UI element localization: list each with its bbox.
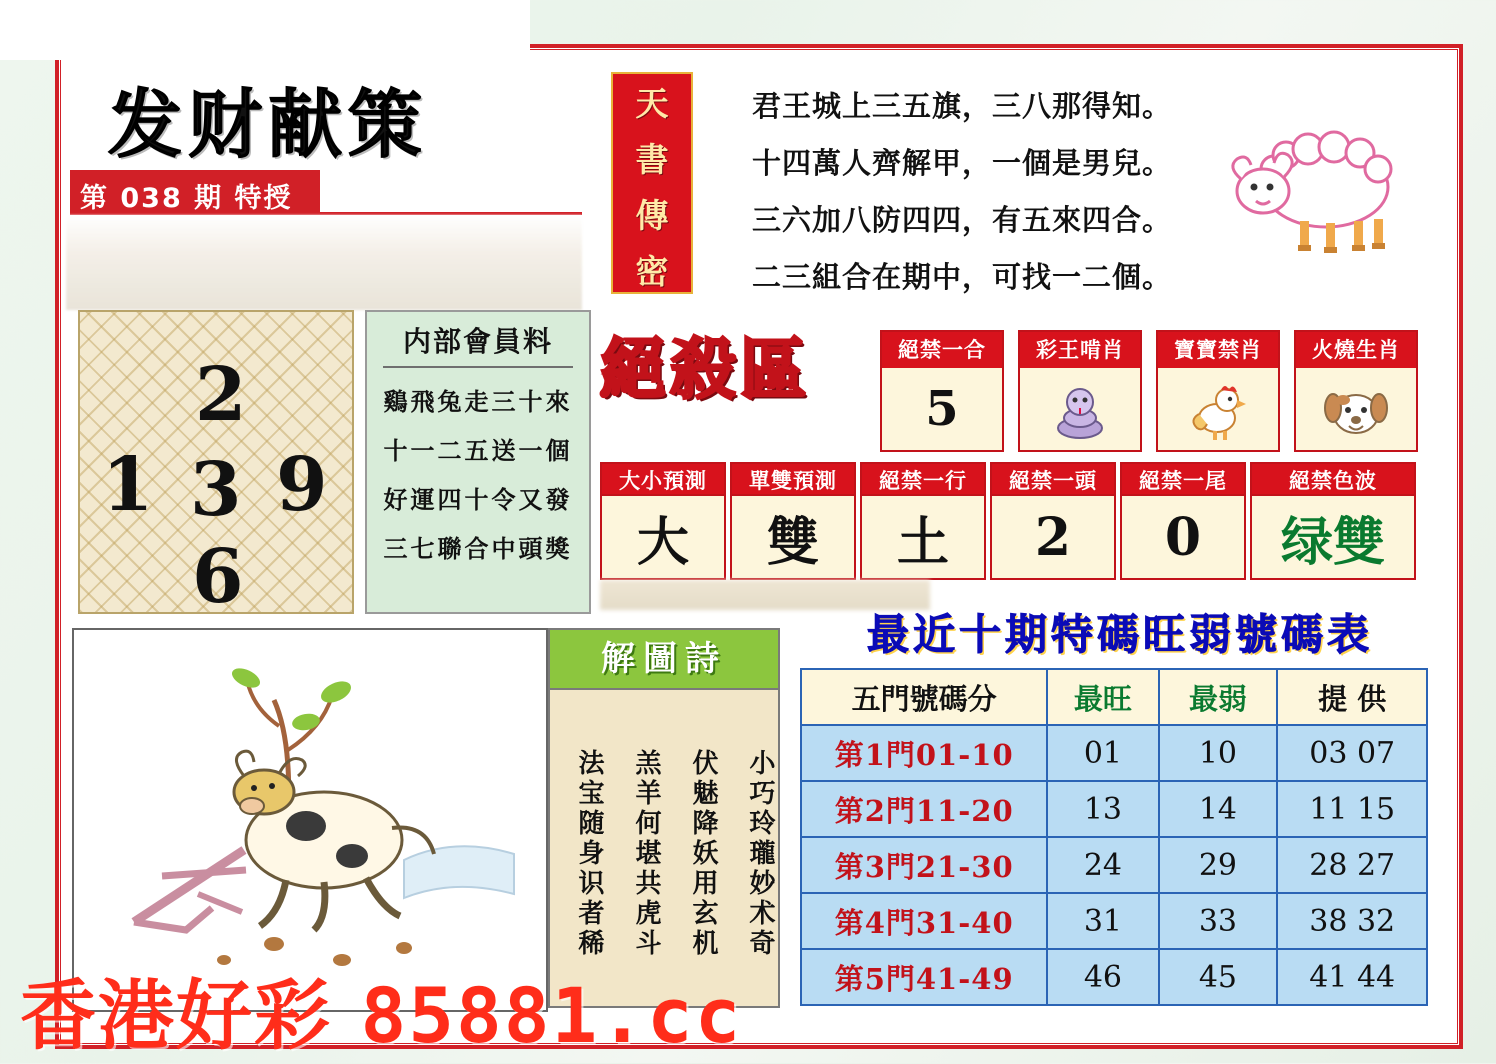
prediction-1-header: 大小預測: [600, 462, 726, 496]
member-box-title: 内部會員料: [383, 320, 574, 368]
sheep-icon: [1208, 125, 1413, 265]
row-5-cold: 45: [1159, 949, 1278, 1005]
row-2-group: 第2門11-20: [801, 781, 1047, 837]
prediction-4-header: 絕禁一頭: [990, 462, 1116, 496]
table-title: 最近十期特碼旺弱號碼表: [866, 610, 1373, 659]
picture-poem-box: [548, 628, 780, 1008]
header-white-band: [0, 0, 530, 60]
row-4-provide: 38 32: [1277, 893, 1427, 949]
prediction-6-header: 絕禁色波: [1250, 462, 1416, 496]
row-4-hot: 31: [1047, 893, 1158, 949]
picture-poem-col-3: 羔羊何堪共虎斗: [631, 749, 661, 959]
prediction-2: [730, 462, 856, 580]
kill-zone-cards: [880, 330, 1416, 452]
watermark: [20, 955, 1020, 1060]
watermark-site: 85881.cc: [360, 971, 743, 1060]
table-header-1: 最旺: [1047, 669, 1158, 725]
snake-icon: [1020, 368, 1140, 450]
poem-line-4: 二三組合在期中，可找一二個。: [752, 260, 1173, 294]
member-line-4: 三七聯合中頭獎: [383, 534, 573, 563]
row-1-cold: 10: [1159, 725, 1278, 781]
prediction-1: [600, 462, 726, 580]
lucky-numbers-panel: [78, 310, 354, 620]
kill-zone-title: 絕殺區: [600, 331, 810, 408]
table-header-2: 最弱: [1159, 669, 1278, 725]
prediction-5-header: 絕禁一尾: [1120, 462, 1246, 496]
kill-card-1-body: [882, 368, 1002, 450]
picture-poem-col-4: 法宝随身识者稀: [574, 749, 604, 959]
table-row: [801, 725, 1427, 781]
prediction-3: [860, 462, 986, 580]
row-5-group: 第5門41-49: [801, 949, 1047, 1005]
issue-label: 第 038 期 特授: [80, 183, 293, 214]
lucky-number-4: 9: [276, 442, 328, 528]
blurred-strip: [600, 580, 930, 610]
prediction-4: [990, 462, 1116, 580]
row-3-hot: 24: [1047, 837, 1158, 893]
picture-poem-col-1: 小巧玲瓏妙术奇: [745, 749, 775, 959]
page-title: 发财献策: [108, 82, 428, 168]
row-5-hot: 46: [1047, 949, 1158, 1005]
issue-white-field: [320, 172, 580, 210]
watermark-text: 香港好彩: [20, 971, 332, 1060]
row-4-group: 第4門31-40: [801, 893, 1047, 949]
row-1-hot: 01: [1047, 725, 1158, 781]
prediction-6: [1250, 462, 1416, 580]
vertical-banner-char-2: 書: [635, 140, 669, 179]
prediction-5-value: 0: [1164, 506, 1202, 568]
vertical-banner-char-4: 密: [635, 252, 669, 291]
row-2-hot: 13: [1047, 781, 1158, 837]
lucky-number-1: 2: [195, 352, 247, 438]
kill-card-3-header: 寶寶禁肖: [1158, 332, 1278, 368]
picture-poem-title: 解圖詩: [550, 630, 778, 690]
poem-line-3: 三六加八防四四，有五來四合。: [752, 203, 1173, 237]
prediction-2-header: 單雙預測: [730, 462, 856, 496]
poem-block: [752, 78, 1222, 306]
poem-line-1: 君王城上三五旗，三八那得知。: [752, 89, 1173, 123]
table-header-0: 五門號碼分: [801, 669, 1047, 725]
row-1-provide: 03 07: [1277, 725, 1427, 781]
table-header-row: [801, 669, 1427, 725]
picture-poem-col-2: 伏魅降妖用玄机: [688, 749, 718, 959]
vertical-banner-char-3: 傳: [635, 196, 669, 235]
lucky-number-3: 3: [190, 447, 242, 533]
member-line-2: 十一二五送一個: [383, 436, 573, 465]
kill-card-4: [1294, 330, 1418, 452]
lucky-number-5: 6: [192, 534, 244, 620]
poem-line-2: 十四萬人齊解甲，一個是男兒。: [752, 146, 1173, 180]
prediction-5: [1120, 462, 1246, 580]
vertical-banner: [611, 72, 693, 294]
prediction-2-value: 雙: [766, 511, 819, 573]
kill-card-3: [1156, 330, 1280, 452]
table-row: [801, 893, 1427, 949]
prediction-row: [600, 462, 1416, 580]
prediction-3-header: 絕禁一行: [860, 462, 986, 496]
kill-card-4-header: 火燒生肖: [1296, 332, 1416, 368]
vertical-banner-char-1: 天: [635, 84, 669, 123]
rooster-icon: [1158, 368, 1278, 450]
table-row: [801, 781, 1427, 837]
kill-card-1-header: 絕禁一合: [882, 332, 1002, 368]
prediction-1-value: 大: [636, 511, 689, 573]
table-header-3: 提 供: [1277, 669, 1427, 725]
row-4-cold: 33: [1159, 893, 1278, 949]
dog-icon: [1296, 368, 1416, 450]
kill-card-1: [880, 330, 1004, 452]
table-row: [801, 837, 1427, 893]
member-line-1: 鷄飛兔走三十來: [383, 387, 573, 416]
row-5-provide: 41 44: [1277, 949, 1427, 1005]
kill-card-1-value: 5: [925, 381, 959, 437]
prediction-6-value: 绿雙: [1280, 511, 1385, 573]
row-3-group: 第3門21-30: [801, 837, 1047, 893]
prediction-4-value: 2: [1034, 506, 1072, 568]
member-line-3: 好運四十令又發: [383, 485, 573, 514]
lucky-number-2: 1: [102, 442, 154, 528]
kill-card-2-header: 彩王啃肖: [1020, 332, 1140, 368]
blurred-area: [66, 215, 582, 310]
prediction-3-value: 土: [896, 511, 949, 573]
row-3-provide: 28 27: [1277, 837, 1427, 893]
member-info-box: [365, 310, 591, 614]
row-3-cold: 29: [1159, 837, 1278, 893]
row-1-group: 第1門01-10: [801, 725, 1047, 781]
row-2-provide: 11 15: [1277, 781, 1427, 837]
kill-card-2: [1018, 330, 1142, 452]
row-2-cold: 14: [1159, 781, 1278, 837]
